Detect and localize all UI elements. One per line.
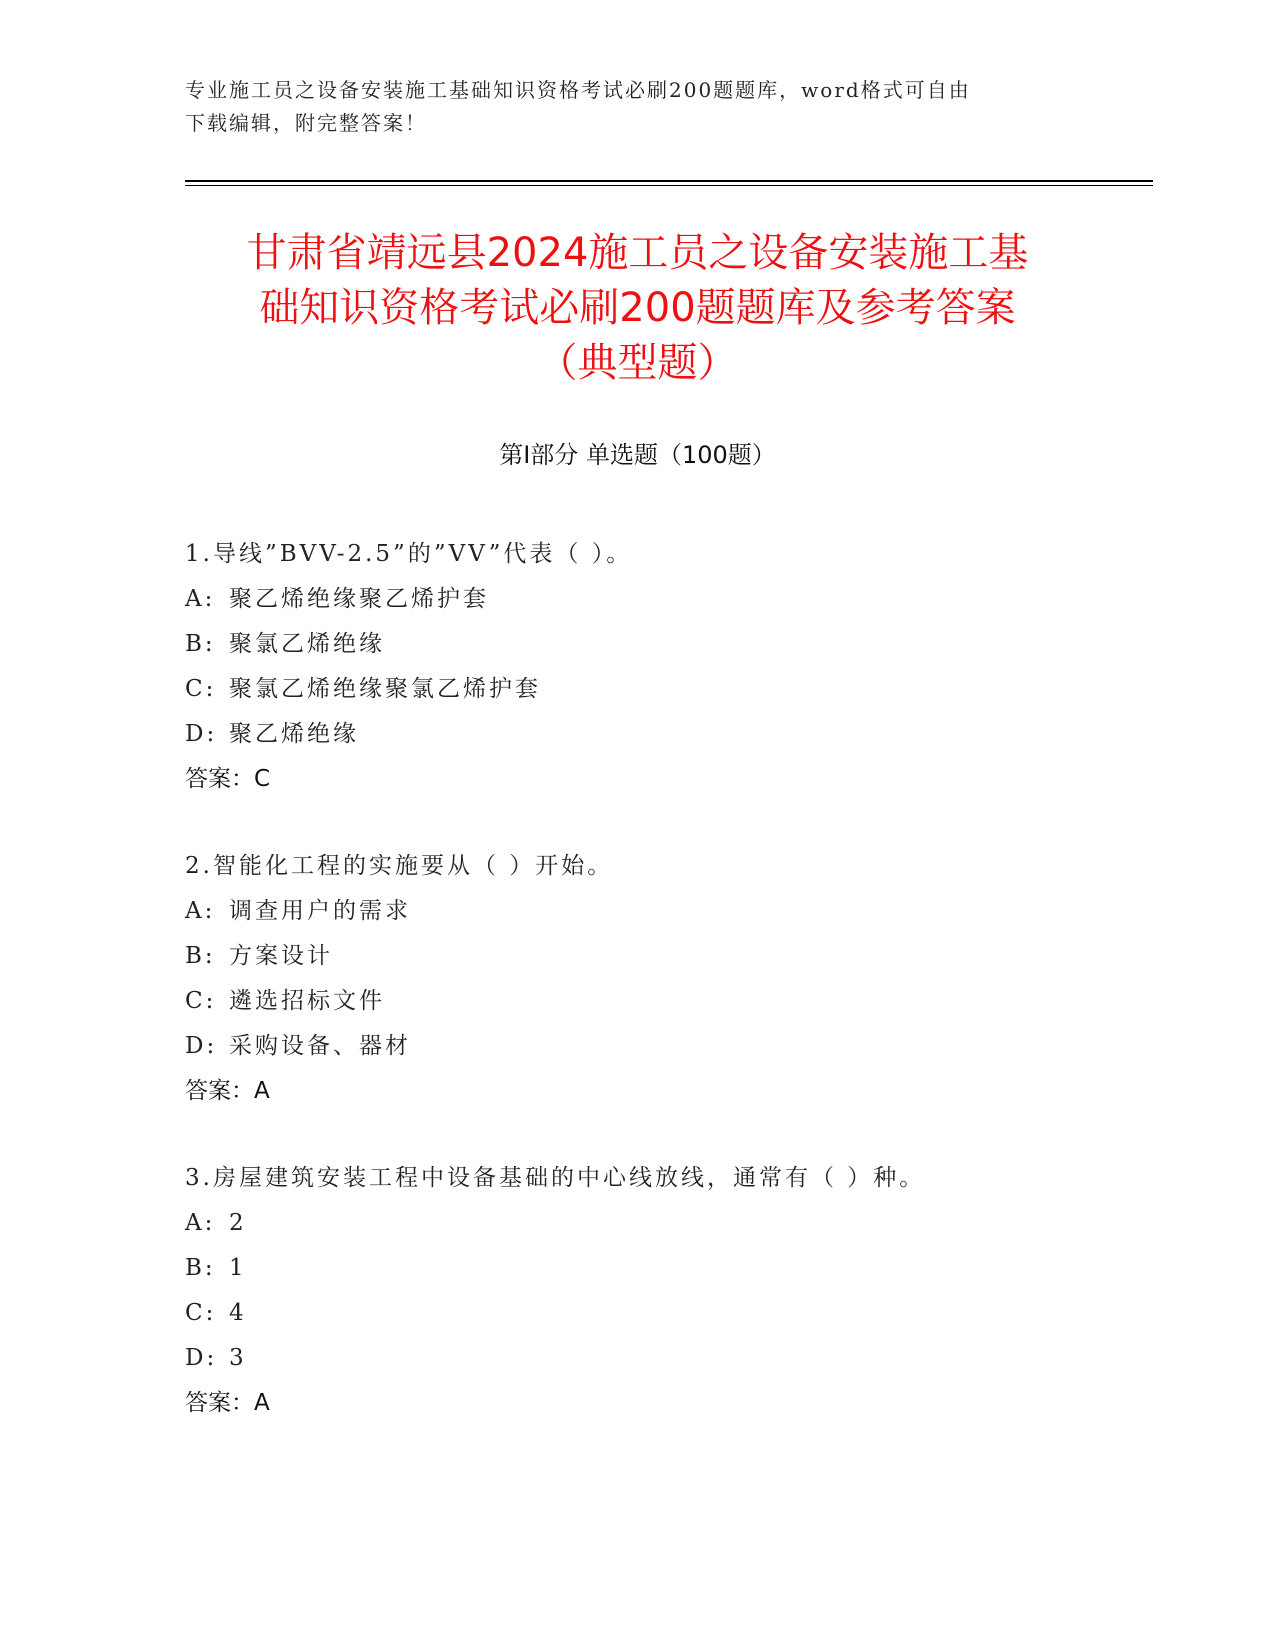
option-text: 方案设计: [229, 943, 333, 969]
question-item: [185, 1156, 1135, 1426]
option-a: [185, 577, 1135, 622]
option-text: 1: [229, 1255, 247, 1281]
question-stem: 2.智能化工程的实施要从（ ）开始。: [185, 853, 614, 879]
question-list: [185, 532, 1135, 1468]
option-a: [185, 889, 1135, 934]
option-key: B:: [185, 943, 216, 969]
option-text: 聚氯乙烯绝缘: [229, 631, 385, 657]
option-text: 3: [229, 1345, 247, 1371]
option-key: D:: [185, 1345, 218, 1371]
option-text: 4: [229, 1300, 247, 1326]
option-c: [185, 1291, 1135, 1336]
header-divider-thin: [185, 185, 1153, 186]
question-stem: 3.房屋建筑安装工程中设备基础的中心线放线，通常有（ ）种。: [185, 1165, 926, 1191]
answer-line: 答案：C: [185, 766, 271, 792]
option-a: [185, 1201, 1135, 1246]
header-divider-thick: [185, 180, 1153, 182]
option-key: A:: [185, 1210, 216, 1236]
document-title-line-1: 甘肃省靖远县2024施工员之设备安装施工基: [246, 230, 1029, 276]
header-note-line-2: 下载编辑，附完整答案！: [185, 111, 427, 135]
option-key: C:: [185, 1300, 217, 1326]
option-key: A:: [185, 898, 216, 924]
option-key: D:: [185, 1033, 218, 1059]
option-text: 聚乙烯绝缘聚乙烯护套: [229, 586, 489, 612]
section-heading: 第Ⅰ部分 单选题（100题）: [499, 441, 776, 469]
answer-line: 答案：A: [185, 1390, 270, 1416]
option-text: 调查用户的需求: [229, 898, 411, 924]
question-item: [185, 532, 1135, 802]
document-title: [150, 226, 1125, 391]
answer-line: 答案：A: [185, 1078, 270, 1104]
question-item: [185, 844, 1135, 1114]
option-c: [185, 667, 1135, 712]
option-b: [185, 934, 1135, 979]
option-key: C:: [185, 988, 217, 1014]
option-key: B:: [185, 1255, 216, 1281]
option-d: [185, 712, 1135, 757]
option-text: 2: [229, 1210, 247, 1236]
header-note: [185, 74, 1065, 140]
document-title-line-2: 础知识资格考试必刷200题题库及参考答案: [259, 285, 1016, 331]
option-key: B:: [185, 631, 216, 657]
option-d: [185, 1024, 1135, 1069]
question-stem: 1.导线”BVV-2.5”的”VV”代表（ ）。: [185, 541, 633, 567]
option-b: [185, 1246, 1135, 1291]
option-b: [185, 622, 1135, 667]
option-text: 采购设备、器材: [229, 1033, 411, 1059]
header-note-line-1: 专业施工员之设备安装施工基础知识资格考试必刷200题题库，word格式可自由: [185, 78, 971, 102]
option-d: [185, 1336, 1135, 1381]
option-c: [185, 979, 1135, 1024]
option-text: 聚乙烯绝缘: [229, 721, 359, 747]
option-text: 遴选招标文件: [229, 988, 385, 1014]
option-key: D:: [185, 721, 218, 747]
option-key: C:: [185, 676, 217, 702]
document-title-line-3: （典型题）: [537, 340, 738, 386]
option-key: A:: [185, 586, 216, 612]
option-text: 聚氯乙烯绝缘聚氯乙烯护套: [229, 676, 541, 702]
